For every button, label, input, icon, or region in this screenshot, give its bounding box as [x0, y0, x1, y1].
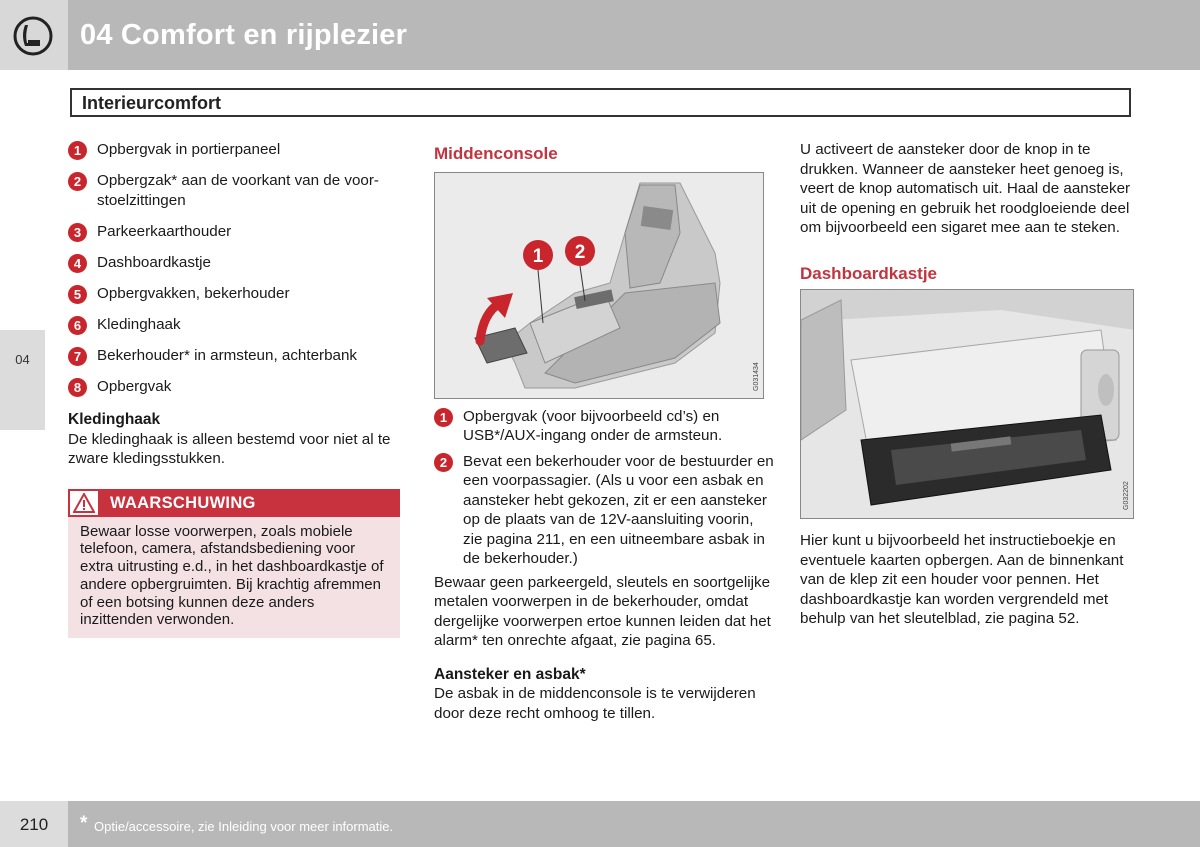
- warning-box: [68, 489, 400, 639]
- list-item-text: Kledinghaak: [97, 315, 181, 333]
- list-item: [68, 140, 403, 160]
- list-item-text: Opbergvak (voor bijvoorbeeld cd’s) en USB*/AUX-ingang onder de armsteun.: [463, 407, 723, 444]
- number-badge: 5: [68, 285, 87, 304]
- list-item: [434, 452, 774, 569]
- right-column: [800, 140, 1135, 629]
- number-badge: 7: [68, 347, 87, 366]
- figure-callout-1: 1: [532, 245, 544, 267]
- list-item-text: Bekerhouder* in armsteun, achterbank: [97, 346, 358, 364]
- middle-column: [434, 140, 774, 723]
- aansteker-text: De asbak in de middenconsole is te verwijderen door deze recht omhoog te tillen.: [434, 685, 756, 722]
- section-title-box: [70, 88, 1131, 117]
- list-item-text: Opbergvakken, bekerhouder: [97, 284, 290, 302]
- list-item: [434, 407, 774, 446]
- list-item-text: Opbergvak: [97, 377, 172, 395]
- console-paragraph: Bewaar geen parkeergeld, sleutels en soortgelijke metalen voorwerpen in de bekerhouder, omdat dergelijke voorwerpen ertoe kunnen leiden dat het alarm* ten onrechte afgaat, zie pagina 65.: [434, 573, 771, 649]
- figure-code: G032202: [1123, 481, 1130, 510]
- side-tab: [0, 330, 45, 430]
- footer-page-block: [0, 801, 68, 847]
- warning-bar: [68, 489, 400, 517]
- aansteker-intro: U activeert de aansteker door de knop in te drukken. Wanneer de aansteker heet genoeg is, veert de knop automatisch uit. Haal de aansteker uit de opening en gebruik het roodgloeiende deel om bijvoorbeeld een sigaret mee aan te steken.: [800, 141, 1131, 236]
- list-item-text: Parkeerkaarthouder: [97, 222, 232, 240]
- side-tab-label: 04: [15, 352, 30, 367]
- kledinghaak-text: De kledinghaak is alleen bestemd voor niet al te zware kledingsstukken.: [68, 430, 391, 467]
- list-item: [68, 346, 403, 366]
- figure-code: G031434: [753, 361, 760, 391]
- footer-band: [68, 801, 1200, 847]
- number-badge: 6: [68, 316, 87, 335]
- number-badge: 2: [434, 453, 453, 472]
- list-item: [68, 171, 403, 210]
- footnote-text: Optie/accessoire, zie Inleiding voor meer informatie.: [94, 819, 394, 834]
- footnote-star: *: [80, 813, 88, 834]
- kledinghaak-heading: Kledinghaak: [68, 411, 161, 428]
- warning-title: WAARSCHUWING: [110, 493, 256, 512]
- list-item: [68, 284, 403, 304]
- list-item: [68, 377, 403, 397]
- number-badge: 1: [68, 141, 87, 160]
- list-item: [68, 222, 403, 242]
- list-item-text: Opbergvak in portierpaneel: [97, 141, 281, 158]
- section-title: Interieurcomfort: [82, 93, 222, 113]
- page-number: 210: [19, 815, 49, 834]
- console-list: [434, 407, 774, 569]
- middenconsole-heading: Middenconsole: [434, 144, 558, 163]
- header-icon-block: [0, 0, 68, 70]
- seat-icon: [13, 16, 53, 56]
- chapter-title: 04 Comfort en rijplezier: [80, 19, 408, 51]
- aansteker-heading: Aansteker en asbak*: [434, 665, 586, 683]
- number-badge: 1: [434, 408, 453, 427]
- center-console-image: [434, 172, 764, 399]
- number-badge: 4: [68, 254, 87, 273]
- glovebox-drawing: [801, 290, 1134, 519]
- number-badge: 8: [68, 378, 87, 397]
- list-item-text: Opbergzak* aan de voorkant van de voor-stoelzittingen: [97, 172, 379, 209]
- list-item: [68, 253, 403, 273]
- list-item-text: Dashboardkastje: [97, 253, 211, 271]
- warning-icon-box: [68, 489, 100, 517]
- number-badge: 2: [68, 172, 87, 191]
- dashboardkastje-heading: Dashboardkastje: [800, 263, 937, 283]
- left-column: [68, 140, 403, 638]
- center-console-drawing: [435, 173, 764, 399]
- glovebox-image: [800, 289, 1134, 519]
- number-badge: 3: [68, 223, 87, 242]
- dashboardkastje-text: Hier kunt u bijvoorbeeld het instructieboekje en eventuele kaarten opbergen. Aan de binnenkant van de klep zit een houder voor pennen. Het dashboardkastje kan worden vergrendeld met behulp van het sleutelblad, zie pagina 52.: [800, 532, 1124, 627]
- list-item: [68, 315, 403, 335]
- warning-triangle-icon: [73, 493, 95, 513]
- figure-callout-2: 2: [574, 241, 586, 263]
- storage-list: [68, 140, 403, 396]
- list-item-text: Bevat een bekerhouder voor de bestuurder en een voorpassagier. (Als u voor een asbak en aansteker hebt gekozen, zit er een aansteker op de plaats van de 12V-aansluiting voorin, zie pagina 211, en een uitneembare asbak in de bekerhouder.): [463, 452, 774, 567]
- warning-text: Bewaar losse voorwerpen, zoals mobiele telefoon, camera, afstandsbediening voor extra uitrusting e.d., in het dashboardkastje of andere opbergruimten. Bij krachtig afremmen of een botsing kunnen deze anders inzittenden verwonden.: [80, 522, 384, 629]
